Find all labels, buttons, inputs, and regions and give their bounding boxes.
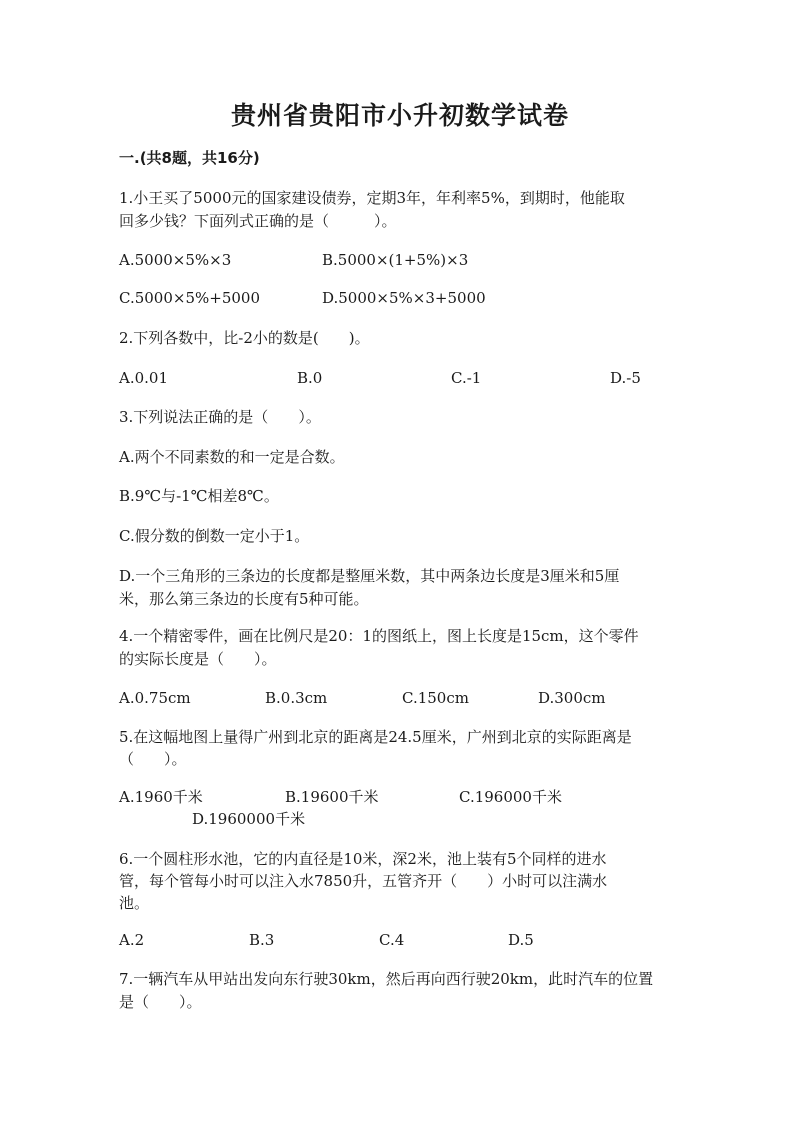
question-1-option-b: B.5000×(1+5%)×3	[322, 251, 469, 269]
question-6-option-b: B.3	[249, 931, 275, 949]
question-4-option-b: B.0.3cm	[265, 689, 328, 707]
question-7-line-1: 7.一辆汽车从甲站出发向东行驶30km，然后再向西行驶20km，此时汽车的位置	[119, 970, 654, 988]
question-3-option-d-line-1: D.一个三角形的三条边的长度都是整厘米数，其中两条边长度是3厘米和5厘	[119, 567, 620, 585]
question-5-option-b: B.19600千米	[285, 788, 379, 806]
question-7-line-2: 是（ ）。	[119, 993, 202, 1011]
question-6-option-d: D.5	[508, 931, 534, 949]
page-title: 贵州省贵阳市小升初数学试卷	[230, 101, 569, 130]
question-2-option-d: D.-5	[610, 369, 641, 387]
question-6-line-1: 6.一个圆柱形水池，它的内直径是10米，深2米，池上装有5个同样的进水	[119, 850, 607, 868]
question-5-option-a: A.1960千米	[119, 788, 203, 806]
question-2-line-1: 2.下列各数中，比-2小的数是( )。	[119, 329, 370, 347]
question-6-line-3: 池。	[119, 894, 150, 912]
question-1-option-d: D.5000×5%×3+5000	[322, 289, 486, 307]
question-3-option-b: B.9℃与-1℃相差8℃。	[119, 487, 279, 505]
question-3-option-a: A.两个不同素数的和一定是合数。	[119, 448, 345, 466]
question-2-option-a: A.0.01	[119, 369, 168, 387]
question-5-line-1: 5.在这幅地图上量得广州到北京的距离是24.5厘米，广州到北京的实际距离是	[119, 728, 632, 746]
question-1-line-2: 回多少钱？下面列式正确的是（ ）。	[119, 212, 397, 230]
question-6-option-c: C.4	[379, 931, 405, 949]
question-2-option-c: C.-1	[451, 369, 482, 387]
question-5-option-c: C.196000千米	[459, 788, 562, 806]
question-3-option-d-line-2: 米，那么第三条边的长度有5种可能。	[119, 590, 369, 608]
question-4-option-d: D.300cm	[538, 689, 606, 707]
section-heading: 一.(共8题，共16分)	[119, 149, 260, 167]
question-1-line-1: 1.小王买了5000元的国家建设债券，定期3年，年利率5%，到期时，他能取	[119, 189, 625, 207]
question-3-line-1: 3.下列说法正确的是（ ）。	[119, 408, 321, 426]
question-4-option-a: A.0.75cm	[119, 689, 191, 707]
question-6-option-a: A.2	[119, 931, 145, 949]
question-5-line-2: （ ）。	[119, 750, 187, 768]
question-2-option-b: B.0	[297, 369, 323, 387]
question-4-line-2: 的实际长度是（ ）。	[119, 650, 277, 668]
question-6-line-2: 管，每个管每小时可以注入水7850升，五管齐开（ ）小时可以注满水	[119, 872, 608, 890]
question-3-option-c: C.假分数的倒数一定小于1。	[119, 527, 310, 545]
question-1-option-a: A.5000×5%×3	[119, 251, 232, 269]
question-1-option-c: C.5000×5%+5000	[119, 289, 260, 307]
question-4-option-c: C.150cm	[402, 689, 469, 707]
question-5-option-d: D.1960000千米	[192, 810, 306, 828]
question-4-line-1: 4.一个精密零件，画在比例尺是20：1的图纸上，图上长度是15cm，这个零件	[119, 627, 639, 645]
